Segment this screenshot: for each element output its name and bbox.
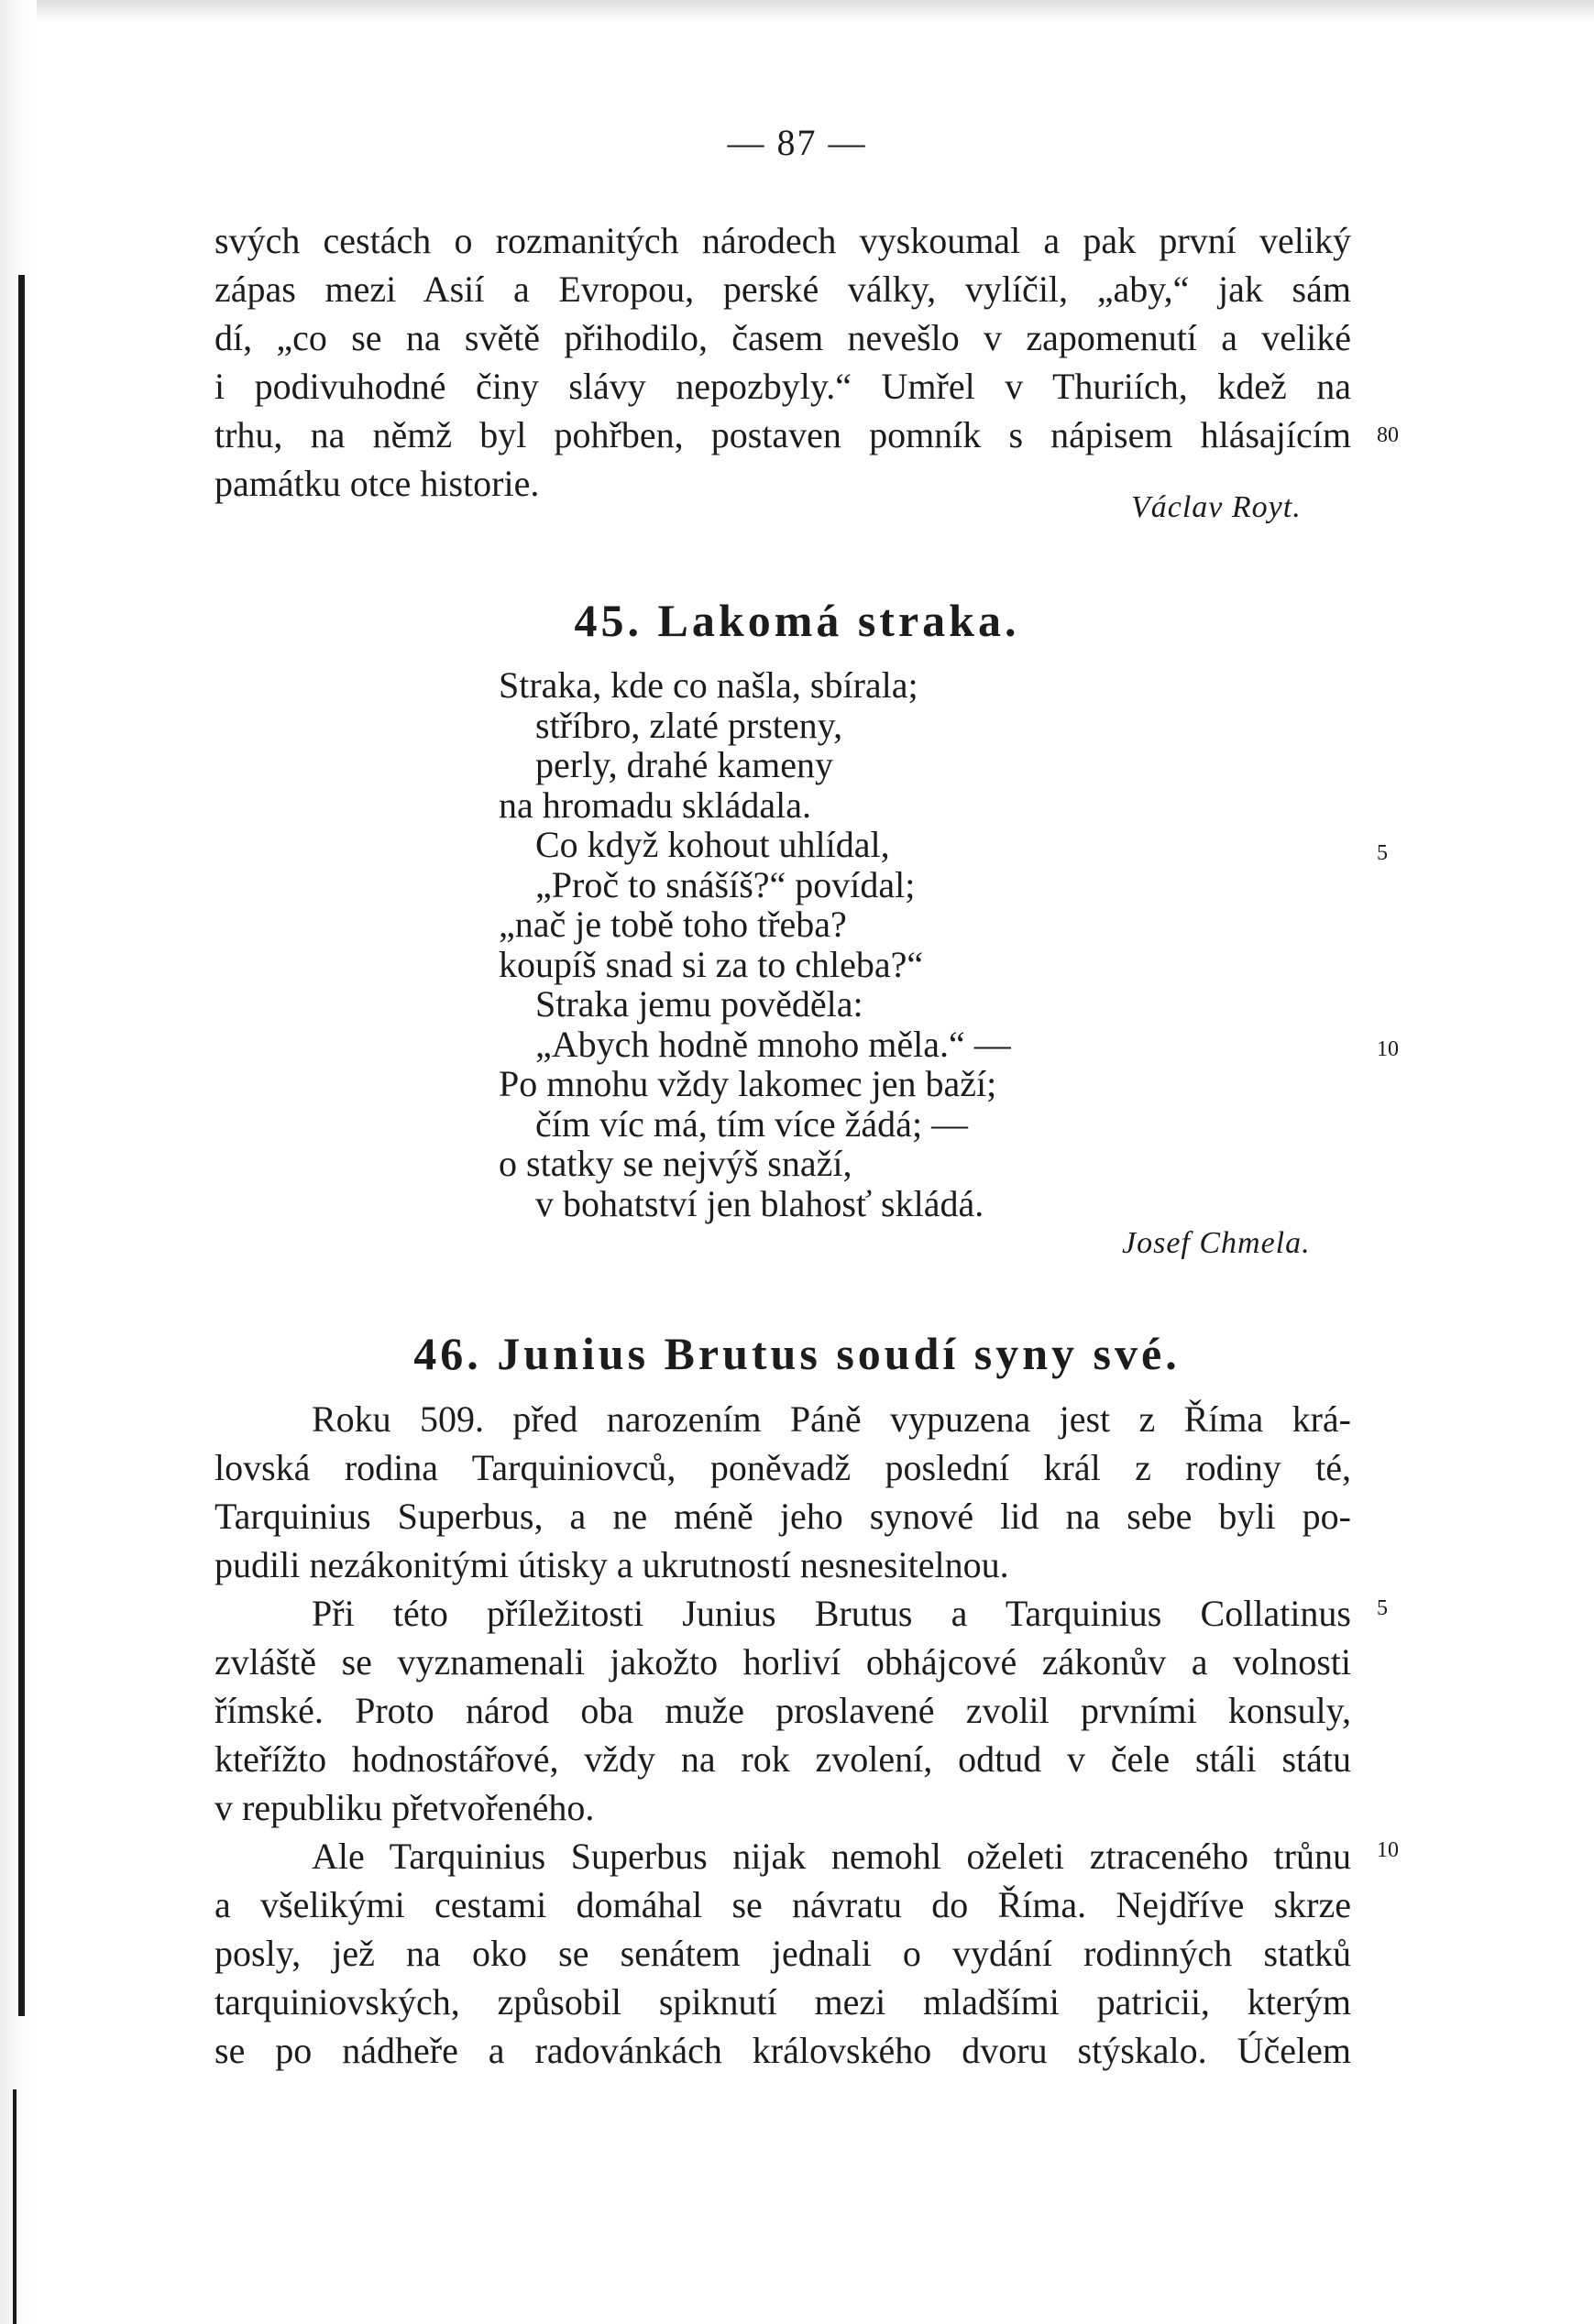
intro-paragraph [214, 216, 1351, 508]
poem-line: Straka, kde co našla, sbírala; [499, 664, 918, 706]
margin-line-number: 80 [1377, 423, 1399, 447]
text-line: trhu, na němž byl pohřben, postaven pomník s nápisem hlásajícím [214, 414, 1351, 455]
author-signature: Josef Chmela. [1122, 1226, 1311, 1260]
text-line: pudili nezákonitými útisky a ukrutností nesnesitelnou. [214, 1544, 1009, 1585]
poem-line: Co když kohout uhlídal, [535, 824, 890, 865]
text-line: lovská rodina Tarquiniovců, poněvadž poslední král z rodiny té, [214, 1447, 1351, 1488]
poem-body [499, 665, 1140, 1223]
text-line: se po nádheře a radovánkách královského dvoru stýskalo. Účelem [214, 2030, 1351, 2071]
page-number: — 87 — [727, 122, 867, 163]
margin-line-number: 5 [1377, 841, 1388, 865]
author-signature: Václav Royt. [1131, 490, 1302, 524]
margin-line-number: 5 [1377, 1596, 1388, 1620]
text-line: památku otce historie. [214, 463, 540, 504]
text-line: římské. Proto národ oba muže proslavené zvolil prvními konsuly, [214, 1690, 1351, 1731]
poem-line: v bohatství jen blahosť skládá. [535, 1182, 984, 1224]
text-line: kteřížto hodnostářové, vždy na rok zvolení, odtud v čele stáli státu [214, 1738, 1351, 1780]
text-line: zvláště se vyznamenali jakožto horliví obhájcové zákonův a volnosti [214, 1641, 1351, 1683]
poem-line: koupíš snad si za to chleba?“ [499, 943, 924, 985]
binding-edge-lower [13, 2089, 16, 2324]
text-line: zápas mezi Asií a Evropou, perské války, vylíčil, „aby,“ jak sám [214, 269, 1351, 310]
text-line: a všelikými cestami domáhal se návratu do Říma. Nejdříve skrze [214, 1884, 1351, 1925]
text-line: posly, jež na oko se senátem jednali o vydání rodinných statků [214, 1933, 1351, 1974]
story-body [214, 1395, 1351, 2075]
text-line: dí, „co se na světě přihodilo, časem nevešlo v zapomenutí a veliké [214, 317, 1351, 358]
section-title: 46. Junius Brutus soudí syny své. [413, 1328, 1181, 1379]
poem-line: o statky se nejvýš snaží, [499, 1143, 852, 1184]
text-line: tarquiniovských, způsobil spiknutí mezi mladšími patricii, kterým [214, 1981, 1351, 2023]
margin-line-number: 10 [1377, 1838, 1399, 1862]
top-edge-shadow [37, 0, 1594, 22]
text-line: v republiku přetvořeného. [214, 1787, 595, 1828]
text-line: Při této příležitosti Junius Brutus a Tarquinius Collatinus [312, 1593, 1351, 1634]
text-line: Tarquinius Superbus, a ne méně jeho synové lid na sebe byli po- [214, 1496, 1351, 1537]
poem-line: „Proč to snášíš?“ povídal; [535, 863, 916, 905]
text-line: svých cestách o rozmanitých národech vyskoumal a pak první veliký [214, 220, 1351, 261]
text-line: Roku 509. před narozením Páně vypuzena jest z Říma krá- [312, 1398, 1351, 1440]
poem-line: „Abych hodně mnoho měla.“ — [535, 1023, 1011, 1065]
margin-line-number: 10 [1377, 1037, 1399, 1061]
binding-edge [18, 275, 25, 2016]
poem-line: čím víc má, tím více žádá; — [535, 1102, 969, 1145]
poem-line: stříbro, zlaté prsteny, [535, 704, 843, 746]
poem-line: na hromadu skládala. [499, 784, 811, 826]
text-line: Ale Tarquinius Superbus nijak nemohl oželeti ztraceného trůnu [312, 1836, 1351, 1877]
section-title: 45. Lakomá straka. [574, 595, 1020, 646]
poem-line: Straka jemu pověděla: [535, 983, 863, 1025]
poem-line: perly, drahé kameny [535, 744, 834, 785]
poem-line: Po mnohu vždy lakomec jen baží; [499, 1063, 997, 1104]
text-line: i podivuhodné činy slávy nepozbyly.“ Umřel v Thuriích, kdež na [214, 366, 1351, 407]
poem-line: „nač je tobě toho třeba? [499, 904, 847, 945]
